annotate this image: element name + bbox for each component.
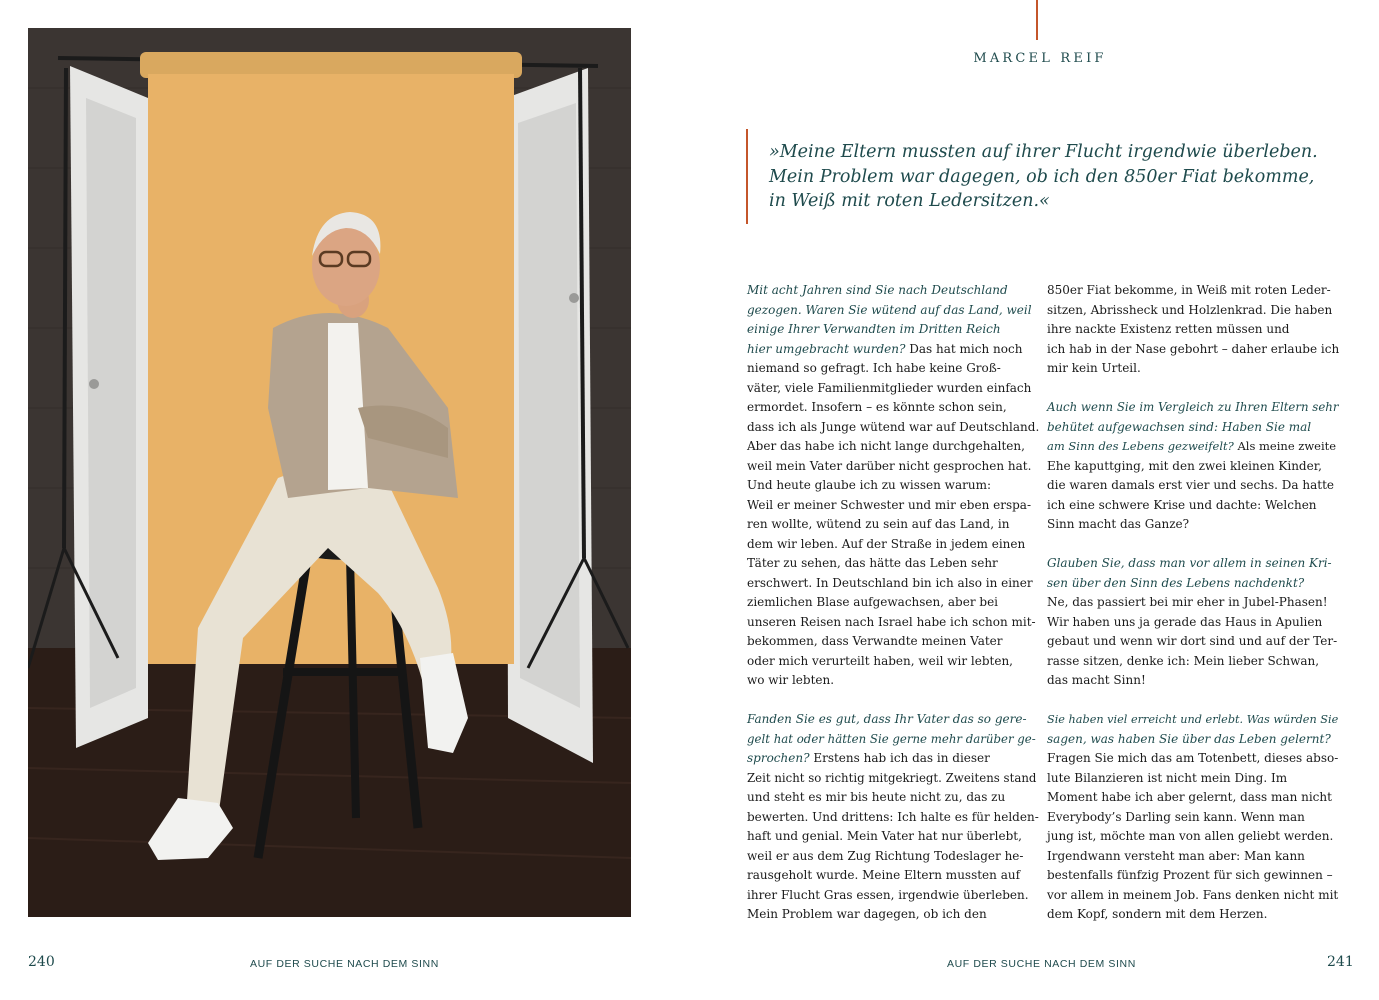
interview-line bbox=[747, 749, 1037, 769]
answer-line: Mein Problem war dagegen, ob ich den bbox=[747, 907, 987, 921]
question-line: behütet aufgewachsen sind: Haben Sie mal bbox=[1047, 419, 1312, 434]
running-title-left: AUF DER SUCHE NACH DEM SINN bbox=[250, 958, 439, 970]
portrait-photo bbox=[28, 28, 631, 917]
text-column-1 bbox=[747, 281, 1040, 925]
answer-line: bestenfalls fünfzig Prozent für sich gewinnen – bbox=[1047, 868, 1333, 882]
answer-line: dem Kopf, sondern mit dem Herzen. bbox=[1047, 907, 1268, 921]
answer-line: bekommen, dass Verwandte meinen Vater bbox=[747, 634, 1003, 648]
question-line: gezogen. Waren Sie wütend auf das Land, weil bbox=[747, 302, 1032, 317]
answer-line: Zeit nicht so richtig mitgekriegt. Zweitens stand bbox=[747, 770, 1037, 785]
author-name: MARCEL REIF bbox=[973, 51, 1107, 66]
answer-line: ihre nackte Existenz retten müssen und bbox=[1047, 322, 1290, 336]
answer-line: Fragen Sie mich das am Totenbett, dieses abso- bbox=[1047, 751, 1339, 765]
question-line: Auch wenn Sie im Vergleich zu Ihren Eltern sehr bbox=[1047, 400, 1339, 414]
answer-line: ziemlichen Blase aufgewachsen, aber bei bbox=[747, 595, 999, 609]
text-column-2 bbox=[1047, 281, 1340, 925]
answer-line: gebaut und wenn wir dort sind und auf der Ter- bbox=[1047, 634, 1338, 648]
pull-quote bbox=[769, 140, 1349, 214]
interview-line bbox=[1047, 437, 1337, 457]
answer-text: Erstens hab ich das in dieser bbox=[809, 751, 990, 765]
answer-line: das macht Sinn! bbox=[1047, 673, 1146, 687]
answer-line: niemand so gefragt. Ich habe keine Groß- bbox=[747, 361, 1001, 375]
answer-line: weil mein Vater darüber nicht gesprochen hat. bbox=[747, 458, 1032, 473]
question-text: sprochen? bbox=[747, 751, 810, 765]
answer-line: mir kein Urteil. bbox=[1047, 361, 1141, 375]
answer-line: Ehe kaputtging, mit den zwei kleinen Kinder, bbox=[1047, 458, 1322, 473]
question-line: sagen, was haben Sie über das Leben gelernt? bbox=[1047, 731, 1331, 746]
question-line: Mit acht Jahren sind Sie nach Deutschland bbox=[747, 283, 1008, 297]
question-line: Sie haben viel erreicht und erlebt. Was würden Sie bbox=[1047, 713, 1339, 726]
running-title-right: AUF DER SUCHE NACH DEM SINN bbox=[947, 958, 1136, 970]
question-line: Fanden Sie es gut, dass Ihr Vater das so gere- bbox=[747, 712, 1027, 726]
answer-line: ich eine schwere Krise und dachte: Welchen bbox=[1047, 497, 1317, 512]
paragraph-gap bbox=[1047, 379, 1337, 399]
page-number-right: 241 bbox=[1327, 954, 1354, 970]
paragraph-gap bbox=[747, 691, 1037, 711]
answer-line: unseren Reisen nach Israel habe ich schon mit- bbox=[747, 614, 1036, 629]
answer-line: Aber das habe ich nicht lange durchgehalten, bbox=[747, 439, 1025, 453]
answer-line: und steht es mir bis heute nicht zu, das zu bbox=[747, 790, 1006, 804]
question-line: einige Ihrer Verwandten im Dritten Reich bbox=[747, 322, 1001, 336]
answer-line: dem wir leben. Auf der Straße in jedem einen bbox=[747, 536, 1026, 551]
question-line: sen über den Sinn des Lebens nachdenkt? bbox=[1047, 575, 1305, 590]
answer-line: wo wir lebten. bbox=[747, 673, 835, 687]
answer-line: ermordet. Insofern – es könnte schon sein, bbox=[747, 400, 1007, 414]
pull-quote-line: Mein Problem war dagegen, ob ich den 850er Fiat bekomme, bbox=[769, 166, 1315, 187]
answer-line: rasse sitzen, denke ich: Mein lieber Schwan, bbox=[1047, 653, 1320, 668]
question-text: hier umgebracht wurden? bbox=[747, 341, 906, 356]
paragraph-gap bbox=[1047, 691, 1337, 711]
answer-line: sitzen, Abrissheck und Holzlenkrad. Die haben bbox=[1047, 302, 1333, 317]
question-text: am Sinn des Lebens gezweifelt? bbox=[1047, 439, 1234, 453]
answer-line: lute Bilanzieren ist nicht mein Ding. Im bbox=[1047, 770, 1288, 785]
answer-line: ren wollte, wütend zu sein auf das Land, in bbox=[747, 517, 1010, 531]
answer-line: bewerten. Und drittens: Ich halte es für helden- bbox=[747, 809, 1039, 824]
paragraph-gap bbox=[1047, 535, 1337, 555]
answer-line: Und heute glaube ich zu wissen warum: bbox=[747, 478, 991, 492]
question-line: Glauben Sie, dass man vor allem in seinen Kri- bbox=[1047, 556, 1332, 570]
answer-text: Das hat mich noch bbox=[905, 341, 1023, 356]
answer-line: erschwert. In Deutschland bin ich also in einer bbox=[747, 575, 1033, 590]
answer-line: vor allem in meinem Job. Fans denken nicht mit bbox=[1047, 887, 1339, 902]
answer-line: jung ist, möchte man von allen geliebt werden. bbox=[1047, 829, 1334, 843]
question-line: gelt hat oder hätten Sie gerne mehr darüber ge- bbox=[747, 731, 1036, 746]
answer-line: weil er aus dem Zug Richtung Todeslager he- bbox=[747, 848, 1024, 863]
interview-line bbox=[747, 340, 1037, 360]
page-number-left: 240 bbox=[28, 954, 55, 970]
answer-line: Weil er meiner Schwester und mir eben erspa- bbox=[747, 497, 1032, 512]
answer-line: Moment habe ich aber gelernt, dass man nicht bbox=[1047, 790, 1332, 804]
answer-line: dass ich als Junge wütend war auf Deutschland. bbox=[747, 419, 1040, 434]
answer-line: Everybody’s Darling sein kann. Wenn man bbox=[1047, 809, 1305, 824]
pull-quote-line: »Meine Eltern mussten auf ihrer Flucht irgendwie überleben. bbox=[769, 142, 1318, 162]
answer-line: väter, viele Familienmitglieder wurden einfach bbox=[747, 380, 1032, 395]
answer-line: 850er Fiat bekomme, in Weiß mit roten Leder- bbox=[1047, 283, 1331, 297]
answer-line: Ne, das passiert bei mir eher in Jubel-Phasen! bbox=[1047, 595, 1328, 609]
pull-quote-bar bbox=[746, 129, 748, 224]
answer-line: rausgeholt wurde. Meine Eltern mussten auf bbox=[747, 868, 1021, 882]
answer-line: Irgendwann versteht man aber: Man kann bbox=[1047, 848, 1305, 863]
answer-line: die waren damals erst vier und sechs. Da hatte bbox=[1047, 478, 1334, 492]
answer-line: ihrer Flucht Gras essen, irgendwie überleben. bbox=[747, 887, 1029, 902]
answer-line: Täter zu sehen, das hätte das Leben sehr bbox=[747, 556, 998, 570]
answer-line: Wir haben uns ja gerade das Haus in Apulien bbox=[1047, 614, 1323, 629]
answer-line: haft und genial. Mein Vater hat nur überlebt, bbox=[747, 829, 1022, 843]
pull-quote-line: in Weiß mit roten Ledersitzen.« bbox=[769, 191, 1050, 211]
answer-line: oder mich verurteilt haben, weil wir lebten, bbox=[747, 653, 1013, 668]
answer-line: ich hab in der Nase gebohrt – daher erlaube ich bbox=[1047, 341, 1340, 356]
answer-line: Sinn macht das Ganze? bbox=[1047, 517, 1190, 531]
answer-text: Als meine zweite bbox=[1233, 439, 1337, 453]
top-accent-rule bbox=[1036, 0, 1038, 40]
